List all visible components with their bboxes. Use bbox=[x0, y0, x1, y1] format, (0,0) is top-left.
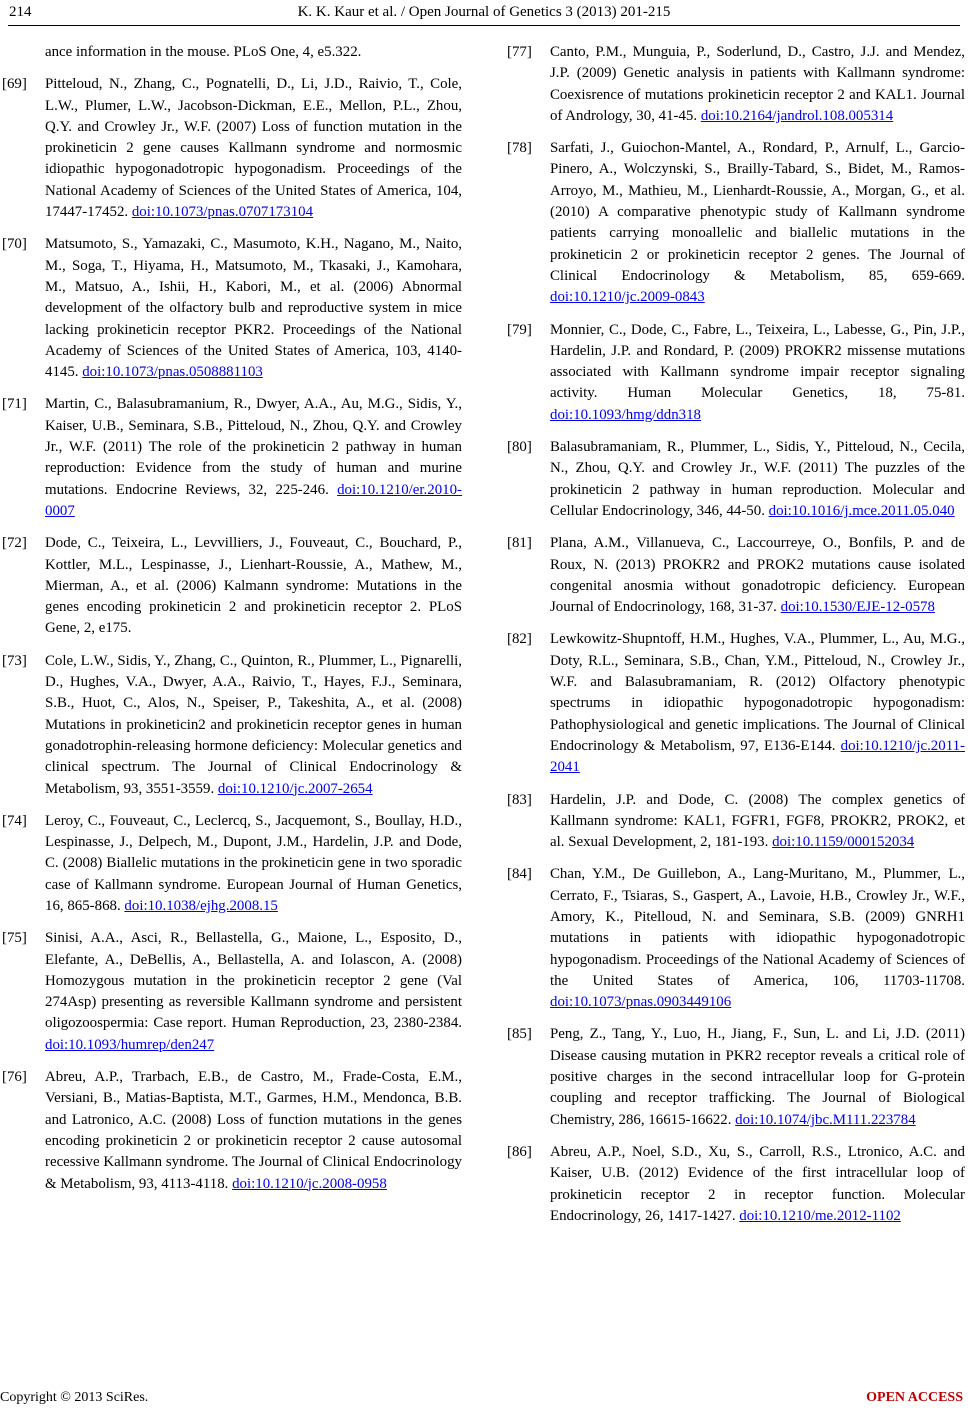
reference-text: Peng, Z., Tang, Y., Luo, H., Jiang, F., Sun, L. and Li, J.D. (2011) Disease causing mutation in PKR2 receptor reveals a critical role of positive charges in the second intracellular loop for G-protein coupling and receptor trafficking. The Journal of Biological Chemistry, 286, 16615-16622. bbox=[550, 1026, 965, 1128]
reference-item bbox=[0, 651, 462, 800]
reference-text: Leroy, C., Fouveaut, C., Leclercq, S., Jacquemont, S., Boullay, H.D., Lespinasse, J., Delpech, M., Dupont, J.M., Hardelin, J.P. and Dode, C. (2008) Biallelic mutations in the prokineticin gene in two sporadic case of Kallmann syndrome. European Journal of Human Genetics, 16, 865-868. bbox=[45, 812, 462, 914]
reference-number: [86] bbox=[507, 1143, 532, 1160]
reference-number: [82] bbox=[507, 631, 532, 648]
reference-item bbox=[505, 790, 965, 854]
reference-text: Pitteloud, N., Zhang, C., Pognatelli, D., Li, J.D., Raivio, T., Cole, L.W., Plumer, L.W., Jacobson-Dickman, E.E., Mellon, P.L., Zhou, Q.Y. and Crowley Jr., W.F. (2007) Loss of function mutation in the prokineticin 2 gene causes Kallmann syndrome and normosmic idiopathic hypogonadotropic hypogonadism. Proceedings of the National Academy of Sciences of the United States of America, 104, 17447-17452. bbox=[45, 76, 462, 221]
doi-link[interactable]: doi:10.1093/hmg/ddn318 bbox=[550, 406, 701, 423]
reference-item bbox=[505, 437, 965, 522]
reference-number: [76] bbox=[2, 1069, 27, 1086]
reference-item bbox=[505, 864, 965, 1013]
reference-item bbox=[505, 42, 965, 127]
doi-link[interactable]: doi:10.1093/humrep/den247 bbox=[45, 1036, 215, 1053]
reference-number: [72] bbox=[2, 535, 27, 552]
doi-link[interactable]: doi:10.1038/ejhg.2008.15 bbox=[124, 897, 278, 914]
doi-link[interactable]: doi:10.1210/jc.2011-2041 bbox=[550, 737, 965, 776]
reference-item bbox=[0, 928, 462, 1056]
reference-number: [73] bbox=[2, 652, 27, 669]
reference-text: Chan, Y.M., De Guillebon, A., Lang-Muritano, M., Plummer, L., Cerrato, F., Tsiaras, S., Gaspert, A., Lavoie, H.B., Crowley Jr., W.F., Amory, K., Pitelloud, N. and Seminara, S.B. (2009) GNRH1 mutations in patients with idiopathic hypogonadotropic hypogonadism. Proceedings of the National Academy of Sciences of the United States of America, 106, 11703-11708. bbox=[550, 866, 965, 989]
reference-item bbox=[0, 394, 462, 522]
reference-text: Lewkowitz-Shupntoff, H.M., Hughes, V.A., Plummer, L., Au, M.G., Doty, R.L., Seminara, S.B., Chan, Y.M., Pitteloud, N., Crowley Jr., W.F. and Balasubramaniam, R. (2012) Olfactory phenotypic spectrums in idiopathic hypogonadotropic hypogonadism: Pathophysiological and genetic implications. The Journal of Clinical Endocrinology & Metabolism, 97, E136-E144. bbox=[550, 631, 965, 754]
doi-link[interactable]: doi:10.1530/EJE-12-0578 bbox=[780, 599, 935, 616]
reference-item bbox=[505, 533, 965, 618]
reference-text: Cole, L.W., Sidis, Y., Zhang, C., Quinton, R., Plummer, L., Pignarelli, D., Hughes, V.A., Dwyer, A.A., Raivio, T., Hayes, F.J., Seminara, S.B., Huot, C., Alos, N., Speiser, P., Takeshita, A., et al. (2008) Mutations in prokineticin2 and prokineticin receptor genes in human gonadotrophin-releasing hormone deficiency: Molecular genetics and clinical spectrum. The Journal of Clinical Endocrinology & Metabolism, 93, 3551-3559. bbox=[45, 652, 462, 797]
header-rule bbox=[8, 25, 960, 26]
reference-number: [74] bbox=[2, 812, 27, 829]
doi-link[interactable]: doi:10.1016/j.mce.2011.05.040 bbox=[768, 502, 955, 519]
doi-link[interactable]: doi:10.1210/er.2010-0007 bbox=[45, 481, 462, 519]
doi-link[interactable]: doi:10.1073/pnas.0903449106 bbox=[550, 994, 732, 1011]
reference-number: [79] bbox=[507, 321, 532, 338]
doi-link[interactable]: doi:10.1210/jc.2007-2654 bbox=[217, 780, 373, 797]
reference-number: [77] bbox=[507, 44, 532, 60]
doi-link[interactable]: doi:10.1073/pnas.0707173104 bbox=[131, 204, 314, 221]
running-head: K. K. Kaur et al. / Open Journal of Genetics 3 (2013) 201-215 bbox=[297, 4, 671, 20]
reference-text: Monnier, C., Dode, C., Fabre, L., Teixeira, L., Labesse, G., Pin, J.P., Hardelin, J.P. and Rondard, P. (2009) PROKR2 missense mutations associated with Kallmann syndrome impair receptor signaling activity. Human Molecular Genetics, 18, 75-81. bbox=[550, 321, 965, 402]
footer-copyright: Copyright © 2013 SciRes. bbox=[0, 1390, 149, 1405]
reference-text: Sarfati, J., Guiochon-Mantel, A., Rondard, P., Arnulf, L., Garcio-Pinero, A., Wolczynski, S., Brailly-Tabard, S., Bidet, M., Ramos-Arroyo, M., Mathieu, M., Lienhardt-Roussie, A., Morgan, G., et al. (2010) A comparative phenotypic study of Kallmann syndrome patients carrying monoallelic and biallelic mutations in the prokineticin 2 or prokineticin receptor 2 genes. The Journal of Clinical Endocrinology & Metabolism, 85, 659-669. bbox=[550, 140, 965, 284]
reference-number: [84] bbox=[507, 866, 532, 883]
reference-number: [78] bbox=[507, 140, 532, 157]
reference-text: Canto, P.M., Munguia, P., Soderlund, D., Castro, J.J. and Mendez, J.P. (2009) Genetic analysis in patients with Kallmann syndrome: Coexisrence of mutations prokineticin receptor 2 and KAL1. Journal of Andrology, 30, 41-45. bbox=[550, 44, 965, 124]
reference-text: Matsumoto, S., Yamazaki, C., Masumoto, K.H., Nagano, M., Naito, M., Soga, T., Hiyama, H., Matsumoto, M., Tkasaki, J., Kamohara, M., Matsuo, A., Ishii, H., Kabori, M., et al. (2006) Abnormal development of the olfactory bulb and reproductive system in mice lacking prokineticin receptor PKR2. Proceedings of the National Academy of Sciences of the United States of America, 103, 4140-4145. bbox=[45, 236, 462, 381]
doi-link[interactable]: doi:10.1073/pnas.0508881103 bbox=[82, 364, 263, 381]
reference-text: Sinisi, A.A., Asci, R., Bellastella, G., Maione, L., Esposito, D., Elefante, A., DeBellis, A., Bellastella, A. and Iolascon, A. (2008) Homozygous mutation in the prokineticin receptor 2 gene (Val 274Asp) presenting as reversible Kallmann syndrome and persistent oligozoospermia: Case report. Human Reproduction, 23, 2380-2384. bbox=[45, 930, 462, 1032]
page-number: 214 bbox=[9, 4, 32, 20]
reference-number: [75] bbox=[2, 930, 27, 947]
reference-number: [81] bbox=[507, 535, 532, 552]
doi-link[interactable]: doi:10.1210/me.2012-1102 bbox=[739, 1207, 901, 1224]
reference-text: Balasubramaniam, R., Plummer, L., Sidis, Y., Pitteloud, N., Cecila, N., Zhou, Q.Y. and Crowley Jr., W.F. (2011) The puzzles of the prokineticin 2 pathway in human reproduction. Molecular and Cellular Endocrinology, 346, 44-50. bbox=[550, 439, 965, 519]
right-column bbox=[505, 42, 965, 1238]
reference-item bbox=[0, 1067, 462, 1195]
doi-link[interactable]: doi:10.1210/jc.2008-0958 bbox=[232, 1175, 387, 1192]
reference-item bbox=[505, 1142, 965, 1227]
reference-item bbox=[0, 533, 462, 639]
reference-continuation: ance information in the mouse. PLoS One, 4, e5.322. bbox=[45, 44, 362, 60]
doi-link[interactable]: doi:10.2164/jandrol.108.005314 bbox=[700, 107, 894, 124]
reference-text: Martin, C., Balasubramanium, R., Dwyer, A.A., Au, M.G., Sidis, Y., Kaiser, U.B., Seminara, S.B., Pitteloud, N., Zhou, Q.Y. and Crowley Jr., W.F. (2011) The role of the prokineticin 2 pathway in human reproduction: Evidence from the study of human and murine mutations. Endocrine Reviews, 32, 225-246. bbox=[45, 396, 462, 498]
reference-item bbox=[0, 234, 462, 383]
reference-text: Abreu, A.P., Noel, S.D., Xu, S., Carroll, R.S., Ltronico, A.C. and Kaiser, U.B. (2012) Evidence of the first intracellular loop of prokineticin receptor 2 in receptor function. Molecular Endocrinology, 26, 1417-1427. bbox=[550, 1143, 965, 1224]
reference-item bbox=[505, 320, 965, 426]
left-column bbox=[0, 42, 462, 1206]
reference-number: [70] bbox=[2, 236, 27, 253]
reference-item bbox=[505, 1024, 965, 1130]
reference-text: Dode, C., Teixeira, L., Levvilliers, J., Fouveaut, C., Bouchard, P., Kottler, M.L., Lespinasse, J., Lienhart-Roussie, A., Mathew, M., Mierman, A., et al. (2006) Kalmann syndrome: Mutations in the genes encoding prokineticin 2 and prokineticin receptor 2. PLoS Gene, 2, e175. bbox=[45, 535, 462, 637]
footer-open-access: OPEN ACCESS bbox=[866, 1390, 963, 1405]
reference-list bbox=[505, 42, 965, 1227]
reference-number: [69] bbox=[2, 76, 27, 93]
reference-text: Plana, A.M., Villanueva, C., Laccourreye, O., Bonfils, P. and de Roux, N. (2013) PROKR2 and PROK2 mutations cause isolated congenital anosmia without gonadotropic deficiency. European Journal of Endocrinology, 168, 31-37. bbox=[550, 535, 965, 616]
reference-item bbox=[0, 811, 462, 917]
reference-item bbox=[505, 629, 965, 778]
reference-number: [71] bbox=[2, 396, 27, 413]
reference-item bbox=[505, 138, 965, 308]
reference-text: Hardelin, J.P. and Dode, C. (2008) The complex genetics of Kallmann syndrome: KAL1, FGFR1, FGF8, PROKR2, PROK2, et al. Sexual Development, 2, 181-193. bbox=[550, 791, 965, 851]
reference-number: [85] bbox=[507, 1026, 532, 1043]
reference-number: [83] bbox=[507, 791, 532, 808]
doi-link[interactable]: doi:10.1159/000152034 bbox=[772, 834, 915, 851]
doi-link[interactable]: doi:10.1210/jc.2009-0843 bbox=[550, 289, 705, 306]
reference-item bbox=[0, 74, 462, 223]
doi-link[interactable]: doi:10.1074/jbc.M111.223784 bbox=[735, 1111, 916, 1128]
reference-number: [80] bbox=[507, 439, 532, 456]
reference-text: Abreu, A.P., Trarbach, E.B., de Castro, M., Frade-Costa, E.M., Versiani, B., Matias-Baptista, M.T., Garmes, H.M., Mendonca, B.B. and Latronico, A.C. (2008) Loss of function mutations in the genes encoding prokineticin 2 or prokineticin receptor 2 cause autosomal recessive Kallmann syndrome. The Journal of Clinical Endocrinology & Metabolism, 93, 4113-4118. bbox=[45, 1069, 462, 1192]
reference-list bbox=[0, 74, 462, 1195]
